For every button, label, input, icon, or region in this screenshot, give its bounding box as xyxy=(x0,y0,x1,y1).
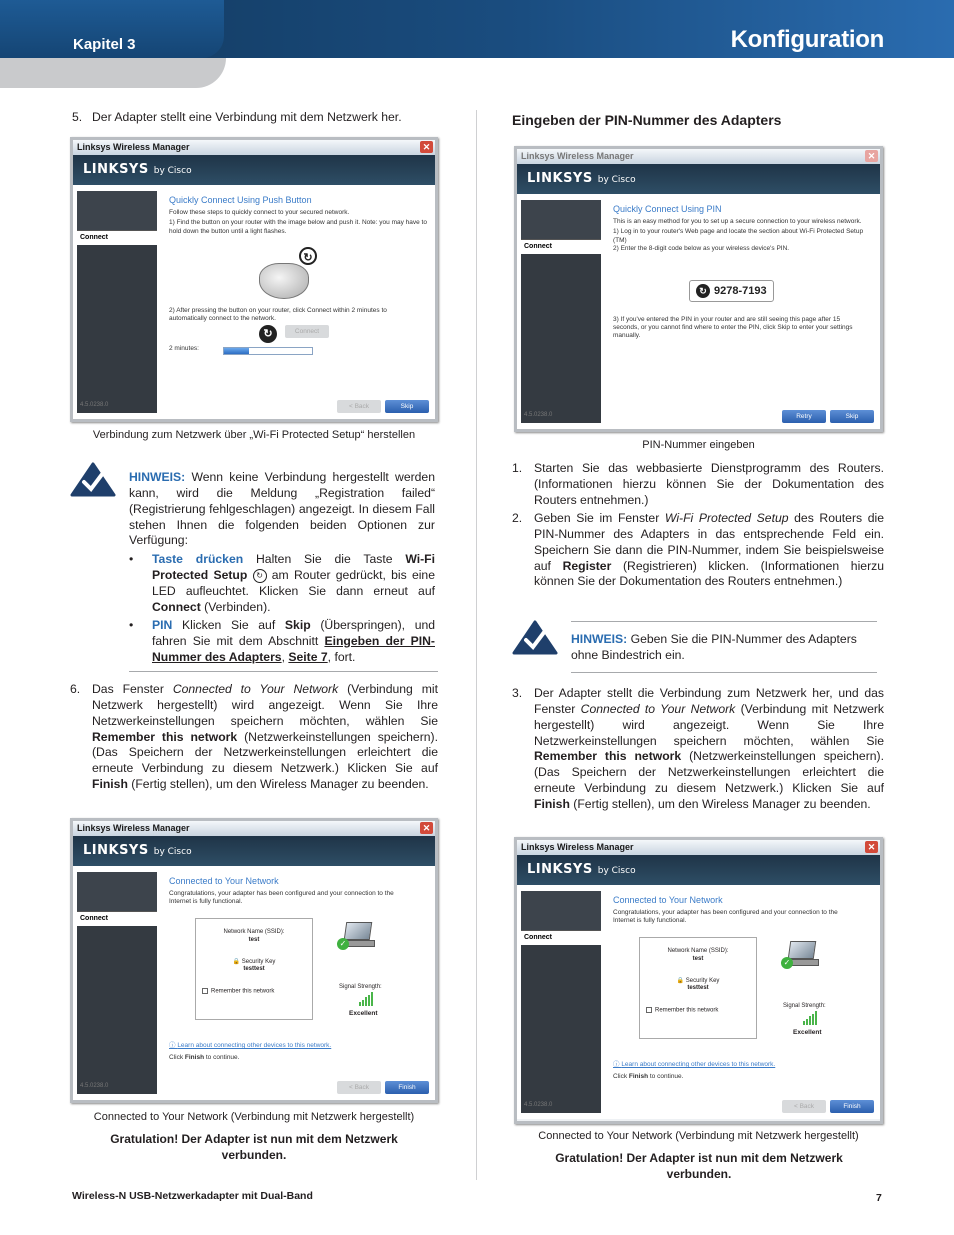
step-2-d: Register xyxy=(562,558,612,573)
step-5-number: 5. xyxy=(72,110,83,124)
note-paragraph-right xyxy=(571,632,879,664)
congrats-right: Gratulation! Der Adapter ist nun mit dem Netzwerk verbunden. xyxy=(555,1151,843,1181)
caption-pin: PIN-Nummer eingeben xyxy=(642,439,755,451)
sidebar-header xyxy=(521,891,601,931)
content-step-2: 2) After pressing the button on your router, click Connect within 2 minutes to automatically connect to the network. xyxy=(169,307,387,323)
lock-icon: 🔒 xyxy=(232,958,241,965)
step-2-e: (Registrieren) klicken. (Informationen hierzu können Sie der Dokumentation des Routers entnehmen.) xyxy=(534,558,884,589)
step-6-c: (Verbindung mit Netzwerk hergestellt) wird angezeigt. Wenn Sie Ihre Netzwerkeinstellungen speichern möchten, wählen Sie xyxy=(92,682,438,728)
caption-connected-right: Connected to Your Network (Verbindung mit Netzwerk hergestellt) xyxy=(538,1130,859,1142)
back-button[interactable]: < Back xyxy=(337,1081,381,1094)
check-icon: ✓ xyxy=(337,938,349,950)
bullet-1-text-a: Halten Sie die Taste xyxy=(256,552,393,566)
version-label: 4.5.0238.0 xyxy=(80,1083,109,1090)
finish-instruction-a: Click xyxy=(613,1073,628,1080)
checkbox-icon[interactable] xyxy=(202,988,208,994)
logo-text: LINKSYS xyxy=(527,861,593,877)
ssid-label: Network Name (SSID): xyxy=(223,929,285,935)
wps-inline-icon: ↻ xyxy=(253,569,267,583)
step-3-number: 3. xyxy=(512,686,523,700)
laptop-icon xyxy=(341,922,375,952)
step-2-b: Wi-Fi Protected Setup xyxy=(664,511,789,525)
timer-progress-fill xyxy=(224,348,249,354)
bullet-dot: • xyxy=(129,552,134,566)
ssid-label: Network Name (SSID): xyxy=(667,948,729,954)
logo-subtext: by Cisco xyxy=(153,165,192,176)
signal-bar xyxy=(809,1016,811,1025)
step-3-e: (Netzwerkeinstellungen speichern). (Das Speichern der Netzwerkeinstellungen erleichtert die erneute Verbindung zu diesem Netzwerk.) Klicken Sie auf xyxy=(534,749,884,796)
page-title: Konfiguration xyxy=(730,26,884,53)
timer-progress xyxy=(223,347,313,355)
window-titlebar xyxy=(73,821,435,836)
bullet-2-text-b: Skip xyxy=(284,618,311,632)
security-key-label xyxy=(640,978,756,986)
section-heading-pin: Eingeben der PIN-Nummer des Adapters xyxy=(512,112,782,128)
ssid-value: test xyxy=(248,936,260,943)
lock-icon: 🔒 xyxy=(676,977,685,984)
step-6-g: (Fertig stellen), um den Wireless Manager zu beenden. xyxy=(131,777,429,792)
close-icon: ✕ xyxy=(865,150,878,162)
finish-instruction-b: Finish xyxy=(184,1054,205,1061)
linksys-banner xyxy=(517,855,880,885)
content-step-1: 1) Log in to your router's Web page and locate the section about Wi-Fi Protected Setup (TM) xyxy=(613,228,864,244)
security-key-value: testtest xyxy=(687,985,709,992)
note-label: HINWEIS: xyxy=(129,470,186,484)
window-body xyxy=(73,185,435,419)
network-info-box xyxy=(639,937,757,1039)
step-6-e: (Netzwerkeinstellungen speichern). (Das Speichern der Netzwerkeinstellungen erleichtert die erneute Verbindung zu diesem Netzwerk.) Klicken Sie auf xyxy=(92,729,438,776)
column-divider xyxy=(476,110,477,1180)
content-intro: This is an easy method for you to set up a secure connection to your wireless network. xyxy=(613,218,862,226)
back-button[interactable]: < Back xyxy=(782,1100,826,1113)
step-3-g: (Fertig stellen), um den Wireless Manager zu beenden. xyxy=(573,797,871,812)
sidebar-item-connect: Connect xyxy=(521,931,601,945)
finish-button[interactable]: Finish xyxy=(385,1081,429,1094)
step-3-text xyxy=(534,686,884,813)
link-learn-more[interactable]: ⓘ Learn about connecting other devices to this network. xyxy=(613,1061,776,1068)
note-paragraph xyxy=(129,470,435,549)
link-learn-more-text: Learn about connecting other devices to this network. xyxy=(177,1042,332,1049)
note-label: HINWEIS: xyxy=(571,632,628,646)
finish-instruction-b: Finish xyxy=(628,1073,649,1080)
logo-subtext: by Cisco xyxy=(597,865,636,876)
connect-button[interactable]: Connect xyxy=(285,325,329,338)
sidebar-header xyxy=(521,200,601,240)
note-text: Wenn keine Verbindung hergestellt werden kann, wird die Meldung „Registration failed“ (Registrierung fehlgeschlagen) angezeigt. In diesem Fall stehen Ihnen die folgenden beiden Optionen zur Verfügung: xyxy=(129,470,435,548)
window-body xyxy=(73,866,435,1100)
sidebar-header xyxy=(77,872,157,912)
signal-bar xyxy=(365,997,367,1006)
signal-bar xyxy=(806,1019,808,1026)
content-step-3: 3) If you've entered the PIN in your router and are still seeing this page after 15 seconds, or you cannot find where to enter the PIN, click Skip to enter your settings manually. xyxy=(613,316,853,340)
bullet-2-text-a: Klicken Sie auf xyxy=(182,618,276,632)
note-rule-bottom xyxy=(571,672,877,673)
bullet-1-text-c: am Router gedrückt, bis eine LED aufleuchtet. Klicken Sie dann erneut auf xyxy=(152,567,435,598)
signal-value: Excellent xyxy=(793,1029,822,1036)
finish-instruction-a: Click xyxy=(169,1054,184,1061)
step-2-a: Geben Sie im Fenster xyxy=(534,511,660,525)
bullet-1-text-b: Wi-Fi Protected Setup xyxy=(152,552,435,582)
finish-instruction xyxy=(169,1054,239,1062)
finish-instruction-c: to continue. xyxy=(649,1073,684,1080)
chapter-label: Kapitel 3 xyxy=(73,36,136,53)
window-sidebar xyxy=(77,872,157,1094)
link-learn-more-text: Learn about connecting other devices to this network. xyxy=(621,1061,776,1068)
bullet-dot: • xyxy=(129,618,134,632)
window-content xyxy=(169,195,427,413)
step-6-number: 6. xyxy=(70,682,81,696)
signal-bar xyxy=(362,1000,364,1007)
linksys-logo xyxy=(527,862,636,879)
logo-subtext: by Cisco xyxy=(153,846,192,857)
window-title: Linksys Wireless Manager xyxy=(77,141,190,152)
signal-label: Signal Strength: xyxy=(339,984,382,990)
step-5-text: Der Adapter stellt eine Verbindung mit dem Netzwerk her. xyxy=(92,110,402,124)
signal-bar xyxy=(371,992,373,1006)
screenshot-connected-right xyxy=(514,837,883,1124)
bullet-2-separator: , xyxy=(281,649,285,664)
note-rule-top xyxy=(571,621,877,622)
sidebar-item-connect: Connect xyxy=(77,912,157,926)
security-key-text: Security Key xyxy=(241,958,276,965)
window-content xyxy=(613,204,872,423)
finish-instruction-c: to continue. xyxy=(205,1054,240,1061)
sidebar-item-connect: Connect xyxy=(521,240,601,254)
window-title: Linksys Wireless Manager xyxy=(521,841,634,852)
close-icon: ✕ xyxy=(865,841,878,853)
version-label: 4.5.0238.0 xyxy=(524,1102,553,1109)
finish-button[interactable]: Finish xyxy=(830,1100,874,1113)
linksys-logo xyxy=(83,162,192,179)
caption-push-button: Verbindung zum Netzwerk über „Wi-Fi Protected Setup“ herstellen xyxy=(92,429,416,441)
checkbox-icon[interactable] xyxy=(646,1007,652,1013)
content-step-1: 1) Find the button on your router with the image below and push it. Note: you may have to hold down the button until a light flashes. xyxy=(169,219,427,235)
linksys-banner xyxy=(517,164,880,194)
footer-product: Wireless-N USB-Netzwerkadapter mit Dual-Band xyxy=(72,1190,313,1202)
bullet-2-label: PIN xyxy=(152,618,173,632)
timer-label: 2 minutes: xyxy=(169,345,199,352)
window-titlebar xyxy=(73,140,435,155)
laptop-icon xyxy=(785,941,819,971)
signal-bar xyxy=(803,1021,805,1025)
router-icon xyxy=(259,263,309,299)
linksys-logo xyxy=(527,171,636,188)
step-3-a: Der Adapter stellt die Verbindung zum Netzwerk her, und das Fenster xyxy=(534,686,884,716)
pin-display xyxy=(689,280,774,302)
content-heading: Connected to Your Network xyxy=(169,876,279,886)
remember-network-checkbox[interactable] xyxy=(196,988,312,996)
skip-button[interactable]: Skip xyxy=(830,410,874,423)
signal-bar xyxy=(815,1011,817,1025)
signal-bar xyxy=(359,1002,361,1006)
sidebar-header xyxy=(77,191,157,231)
window-body xyxy=(517,885,880,1119)
check-icon: ✓ xyxy=(781,957,793,969)
sidebar-item-connect: Connect xyxy=(77,231,157,245)
signal-value: Excellent xyxy=(349,1010,378,1017)
logo-subtext: by Cisco xyxy=(597,174,636,185)
step-2-c: des Routers die PIN-Nummer des Adapters in das entsprechende Feld ein. Speichern Sie dann die PIN-Nummer, indem Sie beispielsweise auf xyxy=(534,511,885,573)
laptop-screen xyxy=(344,922,373,940)
caption-connected-left: Connected to Your Network (Verbindung mit Netzwerk hergestellt) xyxy=(93,1111,415,1123)
window-title: Linksys Wireless Manager xyxy=(77,822,190,833)
step-2-number: 2. xyxy=(512,511,523,525)
note-rule xyxy=(129,671,438,672)
bullet-push-button xyxy=(152,552,435,615)
signal-bars-icon xyxy=(359,992,373,1006)
logo-text: LINKSYS xyxy=(83,842,149,858)
window-sidebar xyxy=(521,891,601,1113)
content-heading: Quickly Connect Using PIN xyxy=(613,204,722,214)
note-text: Geben Sie die PIN-Nummer des Adapters ohne Bindestrich ein. xyxy=(571,632,857,662)
window-titlebar xyxy=(517,840,880,855)
ssid-value: test xyxy=(692,955,704,962)
security-key-label xyxy=(196,959,312,967)
page-number: 7 xyxy=(876,1192,882,1204)
step-1-number: 1. xyxy=(512,461,523,475)
signal-bars-icon xyxy=(803,1011,817,1025)
window-title: Linksys Wireless Manager xyxy=(521,150,634,161)
security-key-value: testtest xyxy=(243,966,265,973)
step-1-text: Starten Sie das webbasierte Dienstprogramm des Routers. (Informationen hierzu können Sie der Dokumentation des Routers entnehmen.) xyxy=(534,461,884,507)
logo-text: LINKSYS xyxy=(83,161,149,177)
security-key-text: Security Key xyxy=(685,977,720,984)
screenshot-pin xyxy=(514,146,883,432)
step-6-d: Remember this network xyxy=(92,729,238,744)
content-step-2: 2) Enter the 8-digit code below as your wireless device's PIN. xyxy=(613,244,790,252)
logo-text: LINKSYS xyxy=(527,170,593,186)
bullet-1-text-d: Connect xyxy=(152,599,201,614)
link-learn-more[interactable]: ⓘ Learn about connecting other devices to this network. xyxy=(169,1042,332,1049)
laptop-screen xyxy=(788,941,817,959)
remember-network-checkbox[interactable] xyxy=(640,1007,756,1015)
close-icon: ✕ xyxy=(420,141,433,153)
step-6-text xyxy=(92,682,438,793)
step-3-b: Connected to Your Network xyxy=(580,701,736,716)
window-body xyxy=(517,194,880,429)
window-sidebar xyxy=(77,191,157,413)
note-check-icon xyxy=(512,620,558,654)
bullet-1-text-e: (Verbinden). xyxy=(204,599,271,614)
link-pin-section[interactable]: Eingeben der PIN-Nummer des Adapters xyxy=(152,633,435,664)
version-label: 4.5.0238.0 xyxy=(80,402,109,409)
wps-icon: ↻ xyxy=(696,284,710,298)
step-2-text xyxy=(534,511,884,590)
pin-value: 9278-7193 xyxy=(714,285,767,297)
content-heading: Quickly Connect Using Push Button xyxy=(169,195,312,205)
version-label: 4.5.0238.0 xyxy=(524,412,553,419)
screenshot-connected-left xyxy=(70,818,438,1103)
content-intro: Congratulations, your adapter has been configured and your connection to the Internet is fully functional. xyxy=(613,909,838,925)
step-6-f: Finish xyxy=(92,777,128,792)
retry-button[interactable]: Retry xyxy=(782,410,826,423)
step-6-a: Das Fenster xyxy=(92,682,164,696)
linksys-banner xyxy=(73,155,435,185)
back-button[interactable]: < Back xyxy=(337,400,381,413)
signal-bar xyxy=(368,995,370,1007)
step-6-b: Connected to Your Network xyxy=(172,682,339,696)
skip-button[interactable]: Skip xyxy=(385,400,429,413)
screenshot-push-button xyxy=(70,137,438,422)
step-3-d: Remember this network xyxy=(534,749,682,764)
bullet-2-text-c: (Überspringen), und fahren Sie mit dem Abschnitt xyxy=(152,618,436,648)
window-titlebar xyxy=(517,149,880,164)
step-3-f: Finish xyxy=(534,797,570,812)
linksys-logo xyxy=(83,843,192,860)
linksys-banner xyxy=(73,836,435,866)
signal-label: Signal Strength: xyxy=(783,1003,826,1009)
remember-network-label: Remember this network xyxy=(211,988,275,995)
content-heading: Connected to Your Network xyxy=(613,895,723,905)
window-sidebar xyxy=(521,200,601,423)
bullet-pin xyxy=(152,618,435,666)
wps-icon: ↻ xyxy=(259,325,277,343)
wps-button-icon: ↻ xyxy=(299,247,317,265)
content-intro: Follow these steps to quickly connect to your secured network. xyxy=(169,209,350,217)
content-intro: Congratulations, your adapter has been configured and your connection to the Internet is fully functional. xyxy=(169,890,394,906)
congrats-left: Gratulation! Der Adapter ist nun mit dem Netzwerk verbunden. xyxy=(110,1132,398,1162)
close-icon: ✕ xyxy=(420,822,433,834)
signal-bar xyxy=(812,1014,814,1026)
finish-instruction xyxy=(613,1073,683,1081)
link-page-7[interactable]: Seite 7 xyxy=(288,649,328,664)
bullet-2-end: , fort. xyxy=(327,649,356,664)
remember-network-label: Remember this network xyxy=(655,1007,719,1014)
step-3-c: (Verbindung mit Netzwerk hergestellt) wird angezeigt. Wenn Sie Ihre Netzwerkeinstellungen speichern möchten, wählen Sie xyxy=(534,701,885,748)
bullet-1-label: Taste drücken xyxy=(152,552,244,566)
network-info-box xyxy=(195,918,313,1020)
note-check-icon xyxy=(70,462,116,496)
